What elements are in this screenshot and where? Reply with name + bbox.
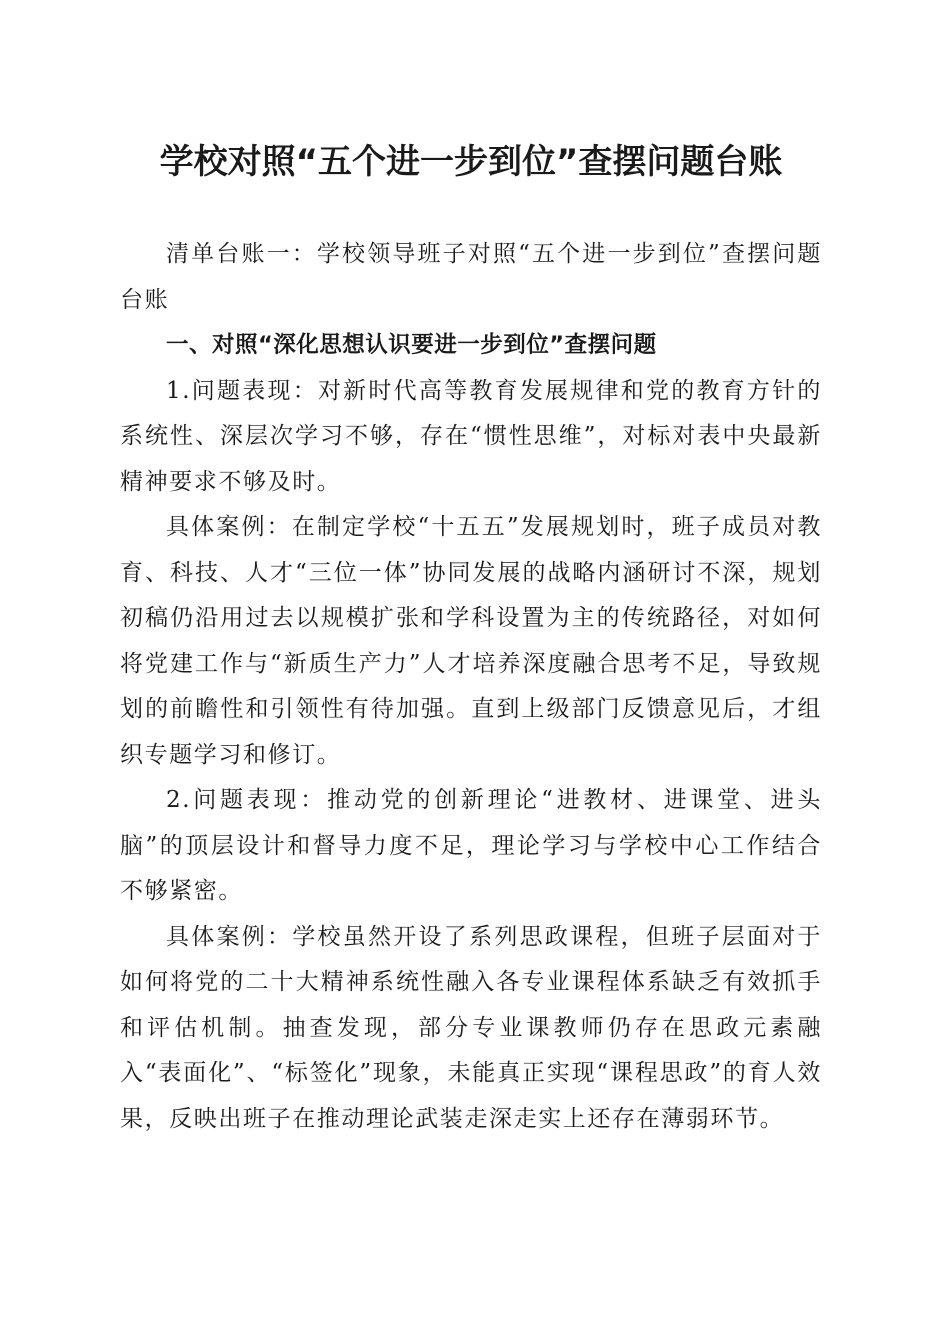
problem-2-case: 具体案例：学校虽然开设了系列思政课程，但班子层面对于如何将党的二十大精神系统性融入各专业课程体系缺乏有效抓手和评估机制。抽查发现，部分专业课教师仍存在思政元素融入“表面化”、“标签化”现象，未能真正实现“课程思政”的育人效果，反映出班子在推动理论武装走深走实上还存在薄弱环节。 — [120, 923, 822, 1132]
document-body — [120, 232, 822, 1142]
problem-1-case: 具体案例：在制定学校“十五五”发展规划时，班子成员对教育、科技、人才“三位一体”协同发展的战略内涵研讨不深，规划初稿仍沿用过去以规模扩张和学科设置为主的传统路径，对如何将党建工作与“新质生产力”人才培养深度融合思考不足，导致规划的前瞻性和引领性有待加强。直到上级部门反馈意见后，才组织专题学习和修订。 — [120, 514, 822, 768]
document-page — [120, 0, 822, 1142]
problem-2-description: 2.问题表现：推动党的创新理论“进教材、进课堂、进头脑”的顶层设计和督导力度不足，理论学习与学校中心工作结合不够紧密。 — [120, 787, 822, 904]
document-title: 学校对照“五个进一步到位”查摆问题台账 — [159, 142, 783, 182]
ledger-subtitle: 清单台账一：学校领导班子对照“五个进一步到位”查摆问题台账 — [120, 241, 822, 313]
problem-1-description: 1.问题表现：对新时代高等教育发展规律和党的教育方针的系统性、深层次学习不够，存在“惯性思维”，对标对表中央最新精神要求不够及时。 — [120, 377, 822, 495]
section-heading: 一、对照“深化思想认识要进一步到位”查摆问题 — [166, 332, 657, 358]
